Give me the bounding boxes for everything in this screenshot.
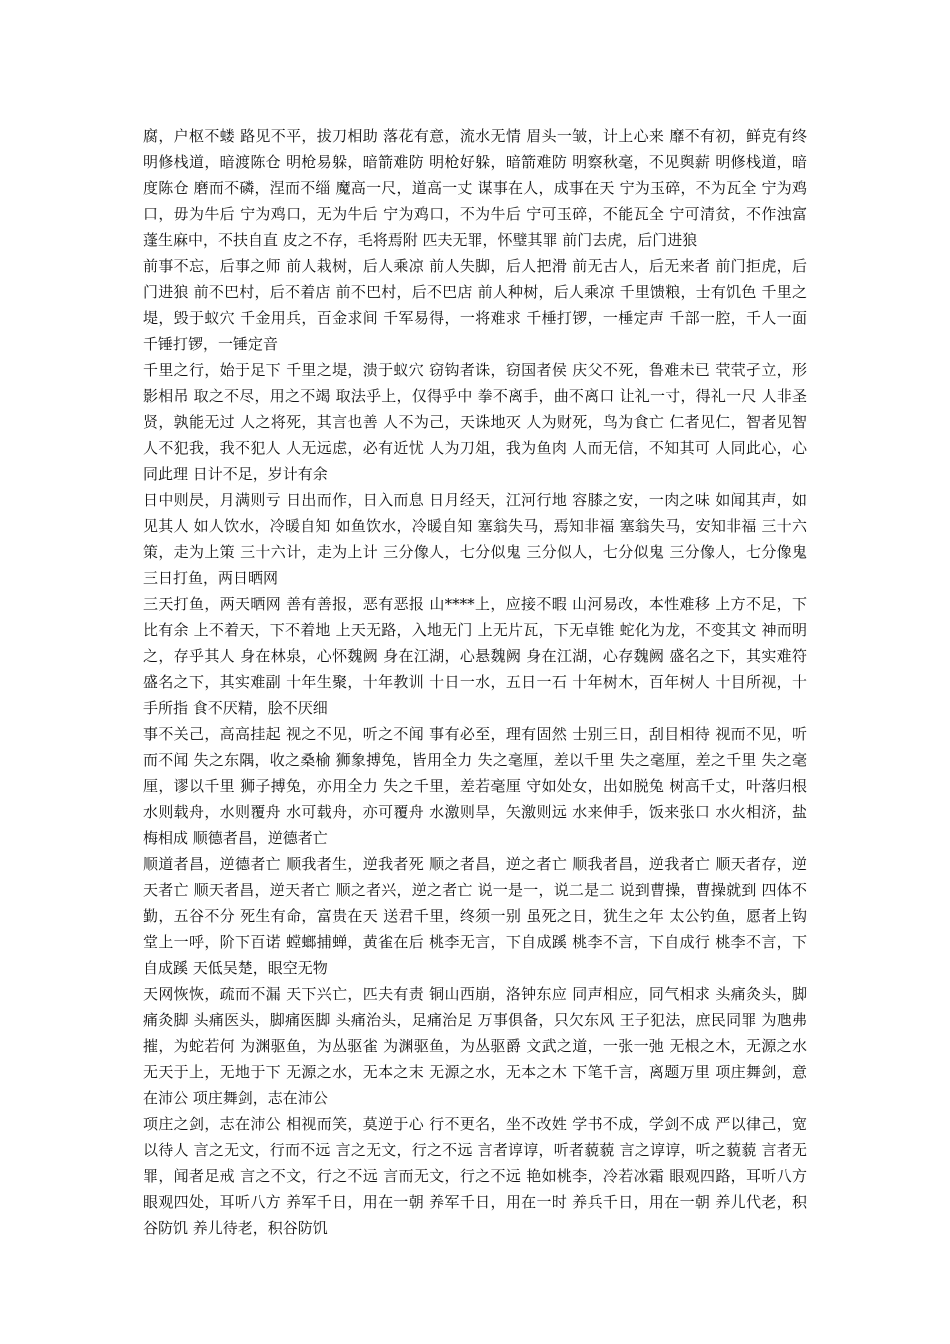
idiom-paragraph-3: 千里之行，始于足下 千里之堤，溃于蚁穴 窃钩者诛，窃国者侯 庆父不死，鲁难未已 茕茕孑立，形影相吊 取之不尽，用之不竭 取法乎上，仅得乎中 拳不离手，曲不离口 让礼一寸，得礼一尺 人非圣贤，孰能无过 人之将死，其言也善 人不为己，天诛地灭 人为财死，鸟为食亡 仁者见仁，智者见智 人不犯我，我不犯人 人无远虑，必有近忧 人为刀俎，我为鱼肉 人而无信，不知其可 人同此心，心同此理 日计不足，岁计有余: [143, 361, 807, 483]
document-body: [143, 123, 807, 1241]
idiom-paragraph-9: 项庄之剑，志在沛公 相视而笑，莫逆于心 行不更名，坐不改姓 学书不成，学剑不成 严以律己，宽以待人 言之无文，行而不远 言之无文，行之不远 言者谆谆，听者藐藐 言之谆谆，听之藐藐 言者无罪，闻者足戒 言之不文，行之不远 言而无文，行之不远 艳如桃李，冷若冰霜 眼观四路，耳听八方 眼观四处，耳听八方 养军千日，用在一朝 养军千日，用在一时 养兵千日，用在一朝 养儿代老，积谷防饥 养儿待老，积谷防饥: [143, 1115, 807, 1237]
idiom-paragraph-2: 前事不忘，后事之师 前人栽树，后人乘凉 前人失脚，后人把滑 前无古人，后无来者 前门拒虎，后门进狼 前不巴村，后不着店 前不巴村，后不巴店 前人种树，后人乘凉 千里馈粮，士有饥色 千里之堤，毁于蚁穴 千金用兵，百金求间 千军易得，一将难求 千棰打锣，一棰定声 千部一腔，千人一面 千锤打锣，一锤定音: [143, 257, 807, 353]
idiom-paragraph-1: 腐，户枢不蝼 路见不平，拔刀相助 落花有意，流水无情 眉头一皱，计上心来 靡不有初，鲜克有终 明修栈道，暗渡陈仓 明枪易躲，暗箭难防 明枪好躲，暗箭难防 明察秋毫，不见舆薪 明修栈道，暗度陈仓 磨而不磷，涅而不缁 魔高一尺，道高一丈 谋事在人，成事在天 宁为玉碎，不为瓦全 宁为鸡口，毋为牛后 宁为鸡口，无为牛后 宁为鸡口，不为牛后 宁可玉碎，不能瓦全 宁可清贫，不作浊富 蓬生麻中，不扶自直 皮之不存，毛将焉附 匹夫无罪，怀璧其罪 前门去虎，后门进狼: [143, 127, 807, 249]
idiom-paragraph-5: 三天打鱼，两天晒网 善有善报，恶有恶报 山****上，应接不暇 山河易改，本性难移 上方不足，下比有余 上不着天，下不着地 上天无路，入地无门 上无片瓦，下无卓锥 蛇化为龙，不变其文 神而明之，存乎其人 身在林泉，心怀魏阙 身在江湖，心悬魏阙 身在江湖，心存魏阙 盛名之下，其实难符 盛名之下，其实难副 十年生聚，十年教训 十日一水，五日一石 十年树木，百年树人 十目所视，十手所指 食不厌精，脍不厌细: [143, 595, 807, 717]
idiom-paragraph-8: 天网恢恢，疏而不漏 天下兴亡，匹夫有责 铜山西崩，洛钟东应 同声相应，同气相求 头痛灸头，脚痛灸脚 头痛医头，脚痛医脚 头痛治头，足痛治足 万事俱备，只欠东风 王子犯法，庶民同罪 为虺弗摧，为蛇若何 为渊驱鱼，为丛驱雀 为渊驱鱼，为丛驱爵 文武之道，一张一弛 无根之木，无源之水 无天于上，无地于下 无源之水，无本之末 无源之水，无本之木 下笔千言，离题万里 项庄舞剑，意在沛公 项庄舞剑，志在沛公: [143, 985, 807, 1107]
idiom-paragraph-4: 日中则昃，月满则亏 日出而作，日入而息 日月经天，江河行地 容膝之安，一肉之味 如闻其声，如见其人 如人饮水，冷暖自知 如鱼饮水，冷暖自知 塞翁失马，焉知非福 塞翁失马，安知非福 三十六策，走为上策 三十六计，走为上计 三分像人，七分似鬼 三分似人，七分似鬼 三分像人，七分像鬼 三日打鱼，两日晒网: [143, 491, 807, 587]
idiom-paragraph-7: 顺道者昌，逆德者亡 顺我者生，逆我者死 顺之者昌，逆之者亡 顺我者昌，逆我者亡 顺天者存，逆天者亡 顺天者昌，逆天者亡 顺之者兴，逆之者亡 说一是一，说二是二 说到曹操，曹操就到 四体不勤，五谷不分 死生有命，富贵在天 送君千里，终须一别 虽死之日，犹生之年 太公钓鱼，愿者上钩 堂上一呼，阶下百诺 螳螂捕蝉，黄雀在后 桃李无言，下自成蹊 桃李不言，下自成行 桃李不言，下自成蹊 天低吴楚，眼空无物: [143, 855, 807, 977]
idiom-paragraph-6: 事不关己，高高挂起 视之不见，听之不闻 事有必至，理有固然 士别三日，刮目相待 视而不见，听而不闻 失之东隅，收之桑榆 狮象搏兔，皆用全力 失之毫厘，差以千里 失之毫厘，差之千里 失之毫厘，谬以千里 狮子搏兔，亦用全力 失之千里，差若毫厘 守如处女，出如脱兔 树高千丈，叶落归根 水则载舟，水则覆舟 水可载舟，亦可覆舟 水激则旱，矢激则远 水来伸手，饭来张口 水火相济，盐梅相成 顺德者昌，逆德者亡: [143, 725, 807, 847]
